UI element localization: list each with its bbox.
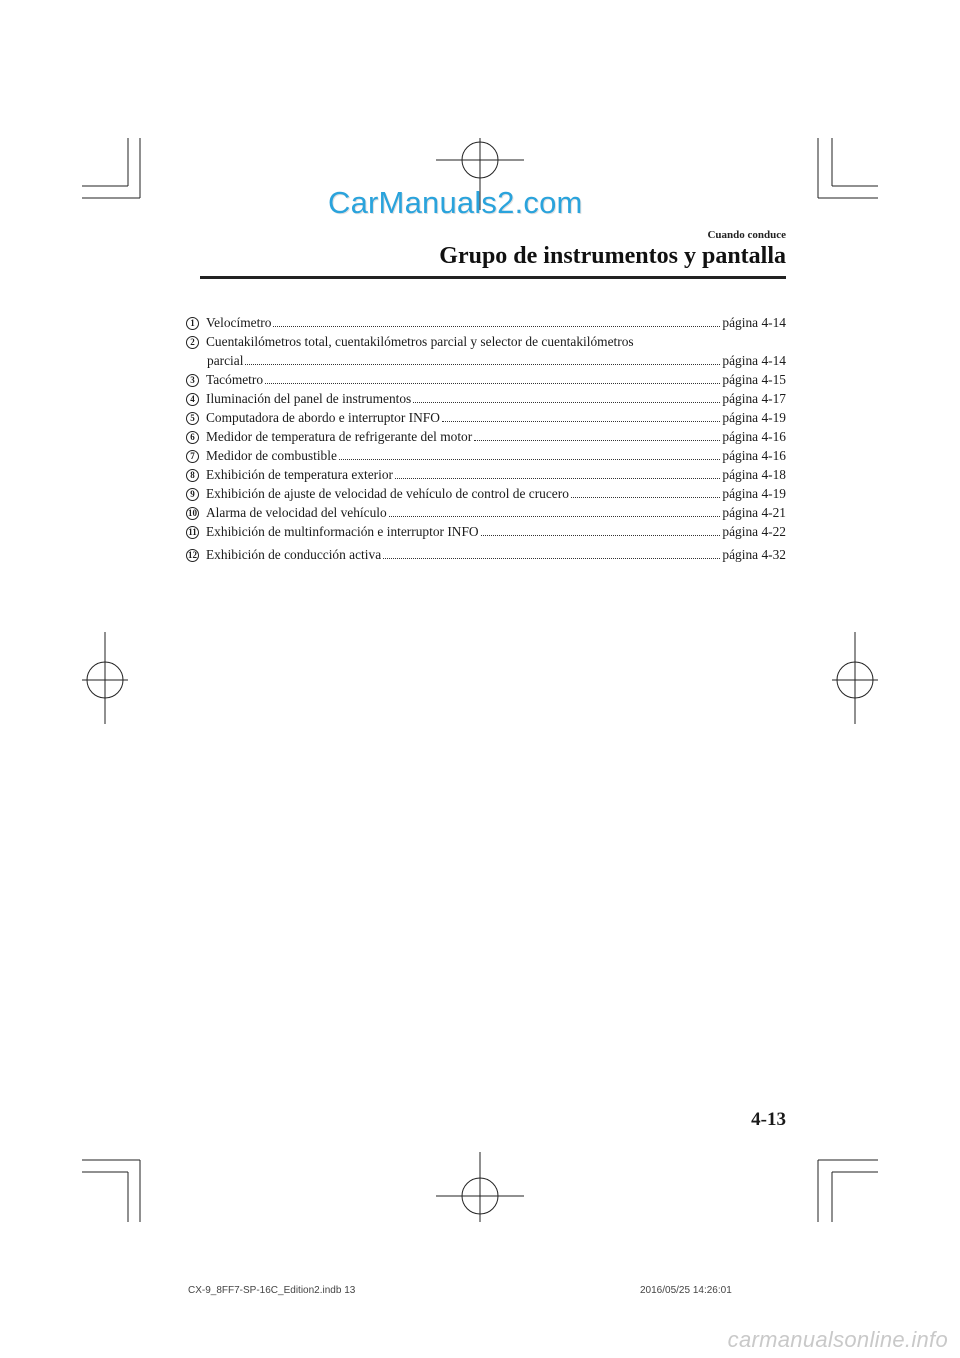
leader-dots <box>413 391 720 403</box>
title-rule <box>200 276 786 279</box>
toc-entry-4[interactable] <box>186 391 786 410</box>
number-badge: 7 <box>186 450 199 463</box>
toc-entry-9[interactable] <box>186 486 786 505</box>
leader-dots <box>273 315 720 327</box>
number-badge: 6 <box>186 431 199 444</box>
number-badge: 11 <box>186 526 199 539</box>
entry-text: Computadora de abordo e interruptor INFO <box>206 410 440 425</box>
leader-dots <box>442 410 721 422</box>
entry-text: Velocímetro <box>206 315 272 330</box>
page-ref: página 4-21 <box>722 505 786 520</box>
entry-text: Cuentakilómetros total, cuentakilómetros parcial y selector de cuentakilómetros <box>206 334 634 349</box>
leader-dots <box>481 524 721 536</box>
toc-entry-6[interactable] <box>186 429 786 448</box>
entry-text: Alarma de velocidad del vehículo <box>206 505 387 520</box>
number-badge: 2 <box>186 336 199 349</box>
page-ref: página 4-17 <box>722 391 786 406</box>
page-ref: página 4-16 <box>722 429 786 444</box>
toc-entry-10[interactable] <box>186 505 786 524</box>
section-label: Cuando conduce <box>707 229 786 241</box>
toc-entry-2[interactable] <box>186 334 786 372</box>
page-ref: página 4-14 <box>722 315 786 330</box>
number-badge: 8 <box>186 469 199 482</box>
watermark-top[interactable]: CarManuals2.com <box>328 185 583 220</box>
page-ref: página 4-32 <box>722 547 786 562</box>
toc-entry-1[interactable] <box>186 315 786 334</box>
toc-list <box>186 315 786 566</box>
entry-text: Exhibición de temperatura exterior <box>206 467 394 482</box>
leader-dots <box>265 372 720 384</box>
number-badge: 1 <box>186 317 199 330</box>
leader-dots <box>474 429 720 441</box>
entry-text: Exhibición de multinformación e interruptor INFO <box>206 524 479 539</box>
number-badge: 12 <box>188 550 197 560</box>
entry-text: Exhibición de ajuste de velocidad de vehículo de control de crucero <box>206 486 569 501</box>
leader-dots <box>395 467 720 479</box>
leader-dots <box>245 353 720 365</box>
page-ref: página 4-22 <box>722 524 786 539</box>
toc-entry-11[interactable] <box>186 524 786 543</box>
leader-dots <box>389 505 721 517</box>
page-ref: página 4-16 <box>722 448 786 463</box>
page-ref: página 4-19 <box>722 486 786 501</box>
leader-dots <box>571 486 721 498</box>
page-number: 4-13 <box>751 1109 786 1130</box>
leader-dots <box>383 547 720 559</box>
entry-text: Exhibición de conducción activa <box>206 547 382 562</box>
entry-text: Medidor de combustible <box>206 448 337 463</box>
footer-file-info: CX-9_8FF7-SP-16C_Edition2.indb 13 <box>188 1285 356 1296</box>
toc-entry-3[interactable] <box>186 372 786 391</box>
page-ref: página 4-15 <box>722 372 786 387</box>
entry-text-continued: parcial <box>207 353 244 368</box>
leader-dots <box>339 448 721 460</box>
page-title: Grupo de instrumentos y pantalla <box>439 243 786 269</box>
toc-entry-8[interactable] <box>186 467 786 486</box>
number-badge: 3 <box>186 374 199 387</box>
entry-text: Medidor de temperatura de refrigerante del motor <box>206 429 473 444</box>
footer-timestamp: 2016/05/25 14:26:01 <box>640 1285 732 1296</box>
toc-entry-5[interactable] <box>186 410 786 429</box>
number-badge: 10 <box>188 508 197 518</box>
page-ref: página 4-14 <box>722 353 786 368</box>
page-ref: página 4-19 <box>722 410 786 425</box>
toc-entry-7[interactable] <box>186 448 786 467</box>
page-ref: página 4-18 <box>722 467 786 482</box>
toc-entry-12[interactable] <box>186 547 786 566</box>
entry-text: Tacómetro <box>206 372 264 387</box>
number-badge: 4 <box>186 393 199 406</box>
watermark-bottom[interactable]: carmanualsonline.info <box>727 1327 948 1352</box>
number-badge: 9 <box>186 488 199 501</box>
number-badge: 5 <box>186 412 199 425</box>
entry-text: Iluminación del panel de instrumentos <box>206 391 412 406</box>
